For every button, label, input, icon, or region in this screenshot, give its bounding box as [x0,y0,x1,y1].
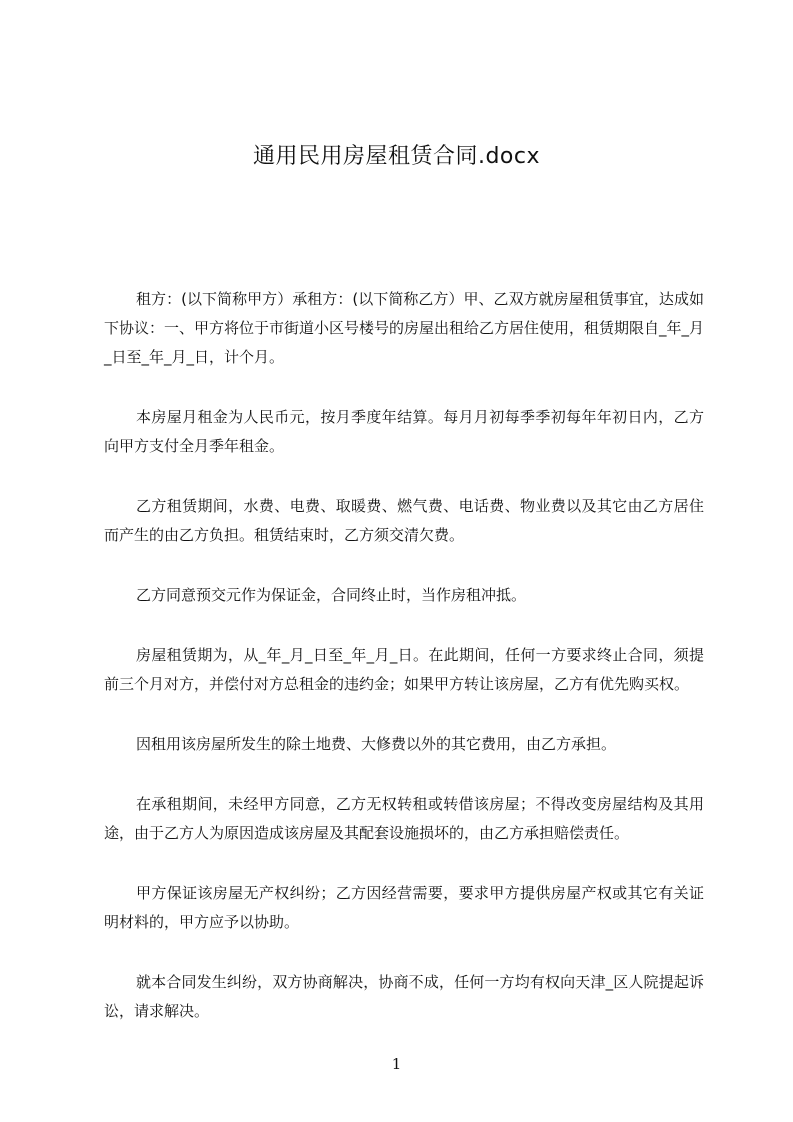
paragraph-1: 租方：(以下简称甲方）承租方：(以下简称乙方）甲、乙双方就房屋租赁事宜，达成如下协议：一、甲方将位于市街道小区号楼号的房屋出租给乙方居住使用，租赁期限自_年_月_日至_年_月_日，计个月。 [104,290,705,366]
paragraph-6: 因租用该房屋所发生的除土地费、大修费以外的其它费用，由乙方承担。 [136,735,617,753]
paragraph-8: 甲方保证该房屋无产权纠纷；乙方因经营需要，要求甲方提供房屋产权或其它有关证明材料的，甲方应予以协助。 [104,884,704,931]
paragraph-3: 乙方租赁期间，水费、电费、取暖费、燃气费、电话费、物业费以及其它由乙方居住而产生的由乙方负担。租赁结束时，乙方须交清欠费。 [104,497,704,544]
document-body [104,285,704,1057]
paragraph-9: 就本合同发生纠纷，双方协商解决，协商不成，任何一方均有权向天津_区人院提起诉讼，请求解决。 [104,973,704,1020]
document-title: 通用民用房屋租赁合同.docx [252,144,541,169]
paragraph-4: 乙方同意预交元作为保证金，合同终止时，当作房租冲抵。 [136,586,527,604]
paragraph-5: 房屋租赁期为，从_年_月_日至_年_月_日。在此期间，任何一方要求终止合同，须提前三个月对方，并偿付对方总租金的违约金；如果甲方转让该房屋，乙方有优先购买权。 [104,646,704,693]
page-number: 1 [391,1055,402,1073]
paragraph-7: 在承租期间，未经甲方同意，乙方无权转租或转借该房屋；不得改变房屋结构及其用途，由于乙方人为原因造成该房屋及其配套设施损坏的，由乙方承担赔偿责任。 [104,795,704,842]
paragraph-2: 本房屋月租金为人民币元，按月季度年结算。每月月初每季季初每年年初日内，乙方向甲方支付全月季年租金。 [104,408,704,455]
